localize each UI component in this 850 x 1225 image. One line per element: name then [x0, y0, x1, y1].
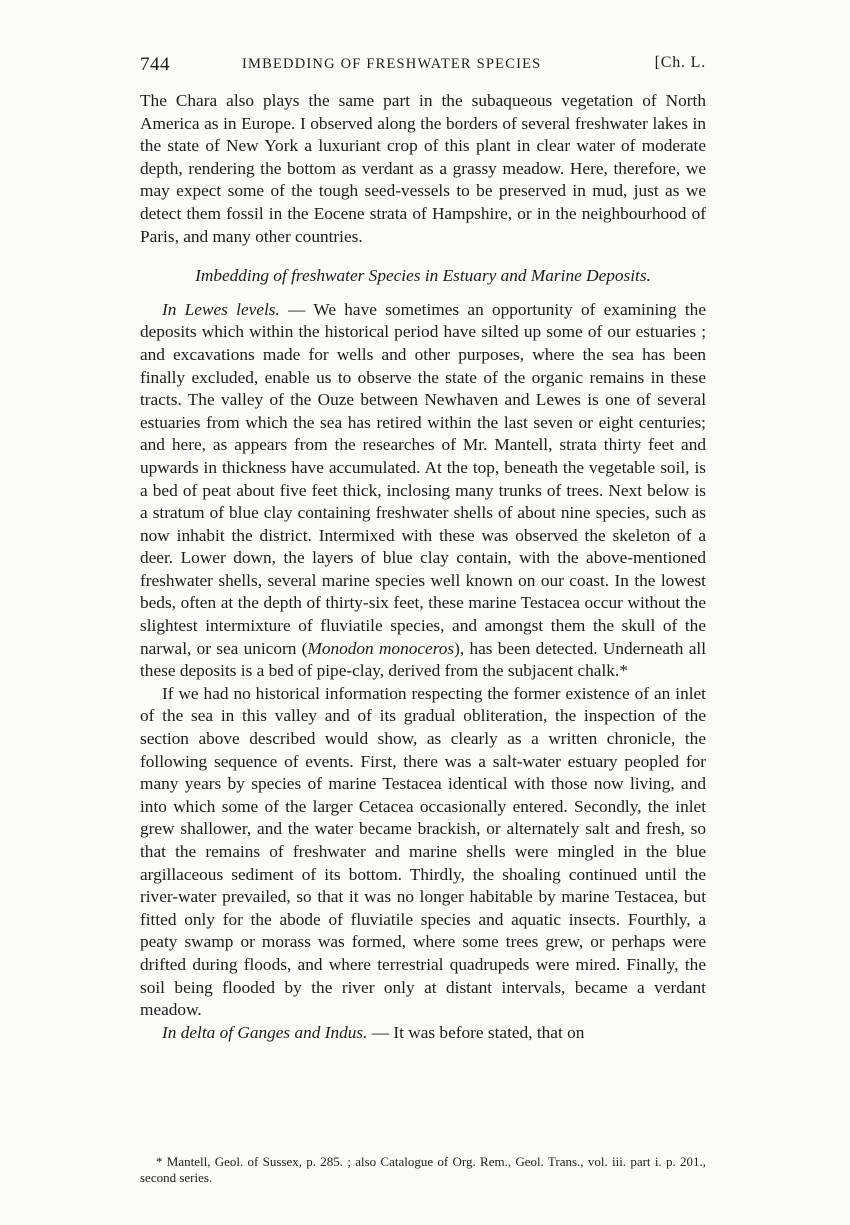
paragraph: The Chara also plays the same part in the subaqueous vegetation of North America as in Europe. I observed along the borders of several freshwater lakes in the state of New York a luxuriant crop of this plant in clear water of moderate depth, rendering the bottom as verdant as a grassy meadow. Here, therefore, we may expect some of the tough seed-vessels to be preserved in mud, just as we detect them fossil in the Eocene strata of Hampshire, or in the neighbourhood of Paris, and many other countries. [140, 91, 706, 246]
species-name: Monodon monoceros [307, 638, 455, 658]
running-title: IMBEDDING OF FRESHWATER SPECIES [242, 56, 542, 72]
run-in-heading: In delta of Ganges and Indus. [162, 1022, 368, 1042]
paragraph [140, 1022, 706, 1045]
run-in-heading: In Lewes levels. [162, 299, 280, 319]
paragraph [140, 299, 706, 683]
paragraph-text: — It was before stated, that on [367, 1022, 585, 1042]
footnote [140, 1154, 706, 1186]
paragraph-text: ), has been detected. Underneath all these deposits is a bed of pipe-clay, derived from the subjacent chalk.* [140, 638, 706, 681]
paragraph: If we had no historical information respecting the former existence of an inlet of the sea in this valley and of its gradual obliteration, the inspection of the section above described would show, as clearly as a written chronicle, the following sequence of events. First, there was a salt-water estuary peopled for many years by species of marine Testacea identical with those now living, and into which some of the larger Cetacea occasionally entered. Secondly, the inlet grew shallower, and the water became brackish, or alternately salt and fresh, so that the remains of freshwater and marine shells were mingled in the blue argillaceous sediment of its bottom. Thirdly, the shoaling continued until the river-water prevailed, so that it was no longer habitable by marine Testacea, but fitted only for the abode of fluviatile species and aquatic insects. Fourthly, a peaty swamp or morass was formed, where some trees grew, or perhaps were drifted during floods, and where terrestrial quadrupeds were mired. Finally, the soil being flooded by the river only at distant intervals, became a verdant meadow. [140, 683, 706, 1020]
page-number: 744 [140, 54, 170, 75]
paragraph-text: — We have sometimes an opportunity of examining the deposits which within the historical period have silted up some of our estuaries ; and excavations made for wells and other purposes, where the sea has been finally excluded, enable us to observe the state of the organic remains in these tracts. The valley of the Ouze between Newhaven and Lewes is one of several estuaries from which the sea has retired within the last seven or eight centuries; and here, as appears from the researches of Mr. Mantell, strata thirty feet and upwards in thickness have accumulated. At the top, beneath the vegetable soil, is a bed of peat about five feet thick, inclosing many trunks of trees. Next below is a stratum of blue clay containing freshwater shells of about nine species, such as now inhabit the district. Intermixed with these was observed the skeleton of a deer. Lower down, the layers of blue clay contain, with the above-mentioned freshwater shells, several marine species well known on our coast. In the lowest beds, often at the depth of thirty-six feet, these marine Testacea occur without the slightest intermixture of fluviatile species, and amongst them the skull of the narwal, or sea unicorn ( [140, 299, 706, 658]
chapter-label: [Ch. L. [654, 54, 706, 71]
page-header [140, 54, 706, 82]
footnote-text: * Mantell, Geol. of Sussex, p. 285. ; also Catalogue of Org. Rem., Geol. Trans., vol. iii. part i. p. 201., second series. [140, 1154, 706, 1185]
section-heading: Imbedding of freshwater Species in Estuary and Marine Deposits. [195, 266, 651, 286]
body-text [140, 90, 706, 1044]
